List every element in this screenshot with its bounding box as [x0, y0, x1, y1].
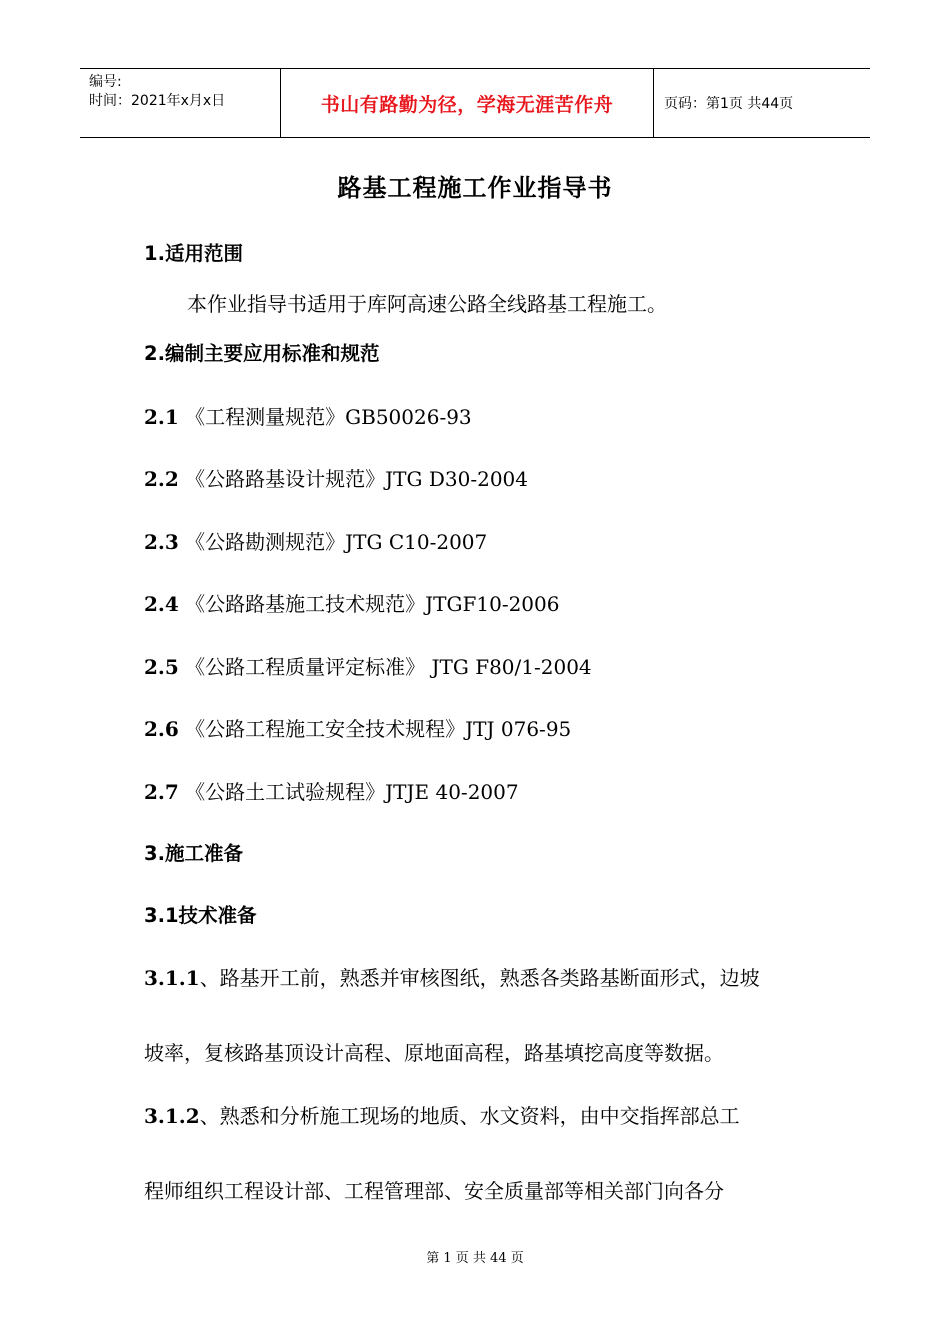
document-title: 路基工程施工作业指导书 — [337, 174, 613, 202]
section-1-text: 本作业指导书适用于库阿高速公路全线路基工程施工。 — [187, 292, 667, 316]
paragraph-3-1-2-line-1: 3.1.2、熟悉和分析施工现场的地质、水文资料，由中交指挥部总工 — [144, 1104, 740, 1128]
document-number-label: 编号: — [89, 74, 122, 90]
reference-item: 2.1 《工程测量规范》GB50026-93 — [144, 405, 472, 429]
section-1-heading: 1.适用范围 — [144, 242, 243, 265]
reference-item: 2.4 《公路路基施工技术规范》JTGF10-2006 — [144, 592, 560, 616]
reference-item: 2.6 《公路工程施工安全技术规程》JTJ 076-95 — [144, 717, 572, 741]
paragraph-3-1-1-line-1: 3.1.1、路基开工前，熟悉并审核图纸，熟悉各类路基断面形式，边坡 — [144, 966, 760, 990]
reference-item: 2.2 《公路路基设计规范》JTG D30-2004 — [144, 467, 528, 491]
reference-item: 2.3 《公路勘测规范》JTG C10-2007 — [144, 530, 488, 554]
paragraph-3-1-1-line-2: 坡率，复核路基顶设计高程、原地面高程，路基填挖高度等数据。 — [144, 1041, 724, 1065]
document-header — [80, 68, 870, 138]
header-meta-cell — [80, 69, 281, 137]
page-footer: 第 1 页 共 44 页 — [426, 1251, 524, 1266]
section-3-1-heading: 3.1技术准备 — [144, 904, 257, 927]
paragraph-3-1-2-line-2: 程师组织工程设计部、工程管理部、安全质量部等相关部门向各分 — [144, 1179, 724, 1203]
document-time-label: 时间：2021年x月x日 — [89, 93, 226, 109]
section-2-heading: 2.编制主要应用标准和规范 — [144, 342, 380, 365]
header-page-info: 页码：第1页 共44页 — [664, 96, 794, 112]
reference-item: 2.7 《公路土工试验规程》JTJE 40-2007 — [144, 780, 519, 804]
section-3-heading: 3.施工准备 — [144, 842, 243, 865]
header-motto: 书山有路勤为径，学海无涯苦作舟 — [281, 69, 654, 137]
reference-item: 2.5 《公路工程质量评定标准》 JTG F80/1-2004 — [144, 655, 592, 679]
